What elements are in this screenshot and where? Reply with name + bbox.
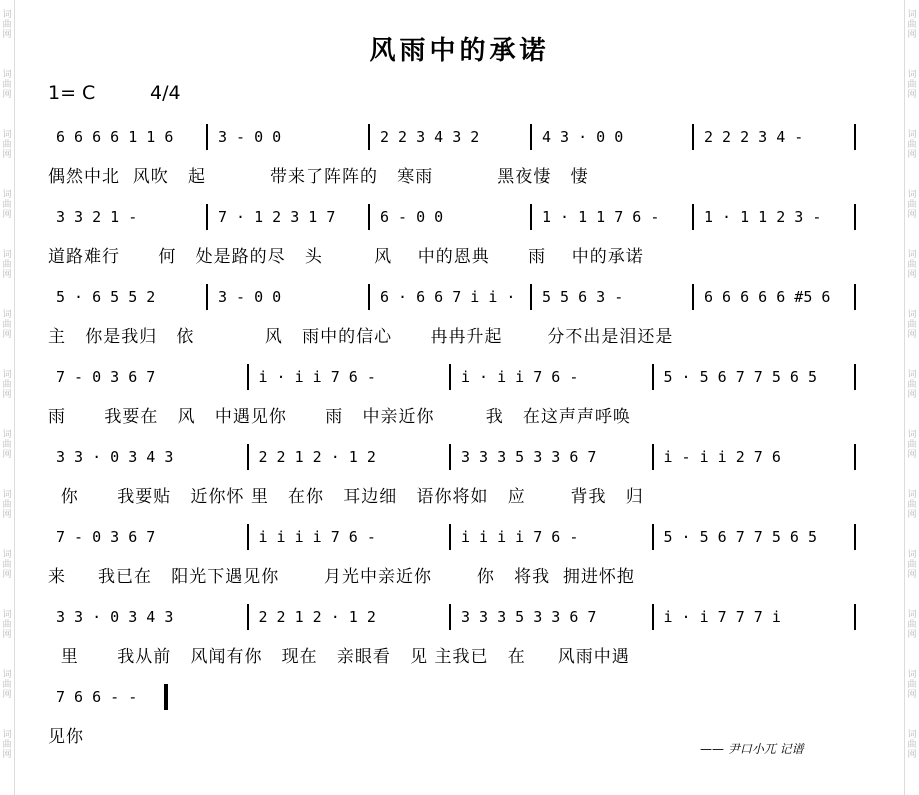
score-system xyxy=(0,442,919,522)
barline xyxy=(247,604,249,630)
barline xyxy=(368,204,370,230)
lyrics-line: 见你 xyxy=(48,727,84,747)
barline xyxy=(449,444,451,470)
barline xyxy=(206,124,208,150)
watermark-text: 词 曲 网 xyxy=(907,490,917,520)
measure: 5 · 5 6 7 7 5 6 5 xyxy=(663,528,818,546)
barline xyxy=(854,284,856,310)
measure: 7 - 0 3 6 7 xyxy=(56,528,156,546)
watermark-text: 词 曲 网 xyxy=(907,730,917,760)
watermark-text: 词 曲 网 xyxy=(2,670,12,700)
barline xyxy=(530,204,532,230)
barline xyxy=(368,284,370,310)
watermark-text: 词 曲 网 xyxy=(2,550,12,580)
measure: 7 6 6 - - xyxy=(56,688,138,706)
watermark-text: 词 曲 网 xyxy=(2,370,12,400)
lyrics-line: 雨 我要在 风 中遇见你 雨 中亲近你 我 在这声声呼唤 xyxy=(48,407,631,427)
measure: 5 5 6 3 - xyxy=(542,288,624,306)
watermark-text: 词 曲 网 xyxy=(907,250,917,280)
barline xyxy=(854,444,856,470)
barline xyxy=(164,684,168,710)
watermark-text: 词 曲 网 xyxy=(907,550,917,580)
watermark-text: 词 曲 网 xyxy=(907,430,917,460)
barline xyxy=(449,524,451,550)
measure: 2 2 2 3 4 - xyxy=(704,128,804,146)
lyrics-line: 里 我从前 风闻有你 现在 亲眼看 见 主我已 在 风雨中遇 xyxy=(48,647,630,667)
measure: i i i i 7 6 - xyxy=(461,528,579,546)
barline xyxy=(652,364,654,390)
barline xyxy=(854,604,856,630)
barline xyxy=(530,284,532,310)
barline xyxy=(854,524,856,550)
measure: 5 · 5 6 7 7 5 6 5 xyxy=(663,368,818,386)
measure: 4 3 · 0 0 xyxy=(542,128,624,146)
barline xyxy=(692,204,694,230)
watermark-text: 词 曲 网 xyxy=(907,610,917,640)
notation-row xyxy=(50,282,870,316)
measure: 6 6 6 6 6 #5 6 xyxy=(704,288,831,306)
measure: 7 · 1 2 3 1 7 xyxy=(218,208,336,226)
score-system xyxy=(0,362,919,442)
watermark-text: 词 曲 网 xyxy=(907,70,917,100)
score-system xyxy=(0,522,919,602)
measure: 2 2 3 4 3 2 xyxy=(380,128,480,146)
barline xyxy=(692,284,694,310)
lyrics-line: 你 我要贴 近你怀 里 在你 耳边细 语你将如 应 背我 归 xyxy=(48,487,644,507)
measure: 3 - 0 0 xyxy=(218,288,282,306)
measure: 1 · 1 1 7 6 - xyxy=(542,208,660,226)
barline xyxy=(368,124,370,150)
barline xyxy=(854,124,856,150)
barline xyxy=(854,364,856,390)
notation-row xyxy=(50,682,870,716)
score-system xyxy=(0,202,919,282)
measure: 5 · 6 5 5 2 xyxy=(56,288,156,306)
transcriber-credit: —— 尹口小兀 记谱 xyxy=(700,742,804,756)
barline xyxy=(652,524,654,550)
lyrics-line: 来 我已在 阳光下遇见你 月光中亲近你 你 将我 拥进怀抱 xyxy=(48,567,635,587)
measure: 3 3 2 1 - xyxy=(56,208,138,226)
watermark-text: 词 曲 网 xyxy=(907,370,917,400)
score-system xyxy=(0,602,919,682)
song-title: 风雨中的承诺 xyxy=(369,36,550,66)
notation-row xyxy=(50,362,870,396)
measure: 3 3 3 5 3 3 6 7 xyxy=(461,448,597,466)
notation-row xyxy=(50,602,870,636)
measure: 6 6 6 6 1 1 6 xyxy=(56,128,174,146)
notation-row xyxy=(50,202,870,236)
key-signature: 1= C xyxy=(48,82,96,104)
lyrics-line: 偶然中北 风吹 起 带来了阵阵的 寒雨 黑夜悽 悽 xyxy=(48,167,589,187)
measure: i i i i 7 6 - xyxy=(258,528,376,546)
notation-row xyxy=(50,122,870,156)
watermark-text: 词 曲 网 xyxy=(2,430,12,460)
measure: 6 · 6 6 7 i i · xyxy=(380,288,516,306)
watermark-text: 词 曲 网 xyxy=(2,250,12,280)
measure: i - i i 2 7 6 xyxy=(663,448,781,466)
barline xyxy=(449,604,451,630)
measure: 2 2 1 2 · 1 2 xyxy=(258,448,376,466)
watermark-text: 词 曲 网 xyxy=(907,10,917,40)
watermark-text: 词 曲 网 xyxy=(907,190,917,220)
measure: 7 - 0 3 6 7 xyxy=(56,368,156,386)
barline xyxy=(652,444,654,470)
score-system xyxy=(0,282,919,362)
measure: i · i 7 7 7 i xyxy=(663,608,781,626)
barline xyxy=(247,444,249,470)
barline xyxy=(692,124,694,150)
barline xyxy=(206,204,208,230)
notation-row xyxy=(50,442,870,476)
watermark-text: 词 曲 网 xyxy=(2,70,12,100)
watermark-text: 词 曲 网 xyxy=(2,730,12,760)
measure: 1 · 1 1 2 3 - xyxy=(704,208,822,226)
watermark-text: 词 曲 网 xyxy=(2,490,12,520)
measure: 3 3 · 0 3 4 3 xyxy=(56,608,174,626)
watermark-text: 词 曲 网 xyxy=(907,130,917,160)
lyrics-line: 主 你是我归 依 风 雨中的信心 冉冉升起 分不出是泪还是 xyxy=(48,327,674,347)
watermark-text: 词 曲 网 xyxy=(2,10,12,40)
barline xyxy=(854,204,856,230)
watermark-text: 词 曲 网 xyxy=(907,310,917,340)
barline xyxy=(530,124,532,150)
measure: i · i i 7 6 - xyxy=(258,368,376,386)
notation-row xyxy=(50,522,870,556)
watermark-text: 词 曲 网 xyxy=(2,610,12,640)
measure: 3 3 · 0 3 4 3 xyxy=(56,448,174,466)
time-signature: 4/4 xyxy=(150,82,181,104)
measure: 6 - 0 0 xyxy=(380,208,444,226)
barline xyxy=(652,604,654,630)
score-system xyxy=(0,122,919,202)
lyrics-line: 道路难行 何 处是路的尽 头 风 中的恩典 雨 中的承诺 xyxy=(48,247,644,267)
barline xyxy=(247,524,249,550)
measure: 2 2 1 2 · 1 2 xyxy=(258,608,376,626)
barline xyxy=(206,284,208,310)
watermark-text: 词 曲 网 xyxy=(2,190,12,220)
measure: i · i i 7 6 - xyxy=(461,368,579,386)
watermark-text: 词 曲 网 xyxy=(2,130,12,160)
measure: 3 - 0 0 xyxy=(218,128,282,146)
barline xyxy=(247,364,249,390)
watermark-text: 词 曲 网 xyxy=(907,670,917,700)
measure: 3 3 3 5 3 3 6 7 xyxy=(461,608,597,626)
barline xyxy=(449,364,451,390)
watermark-text: 词 曲 网 xyxy=(2,310,12,340)
